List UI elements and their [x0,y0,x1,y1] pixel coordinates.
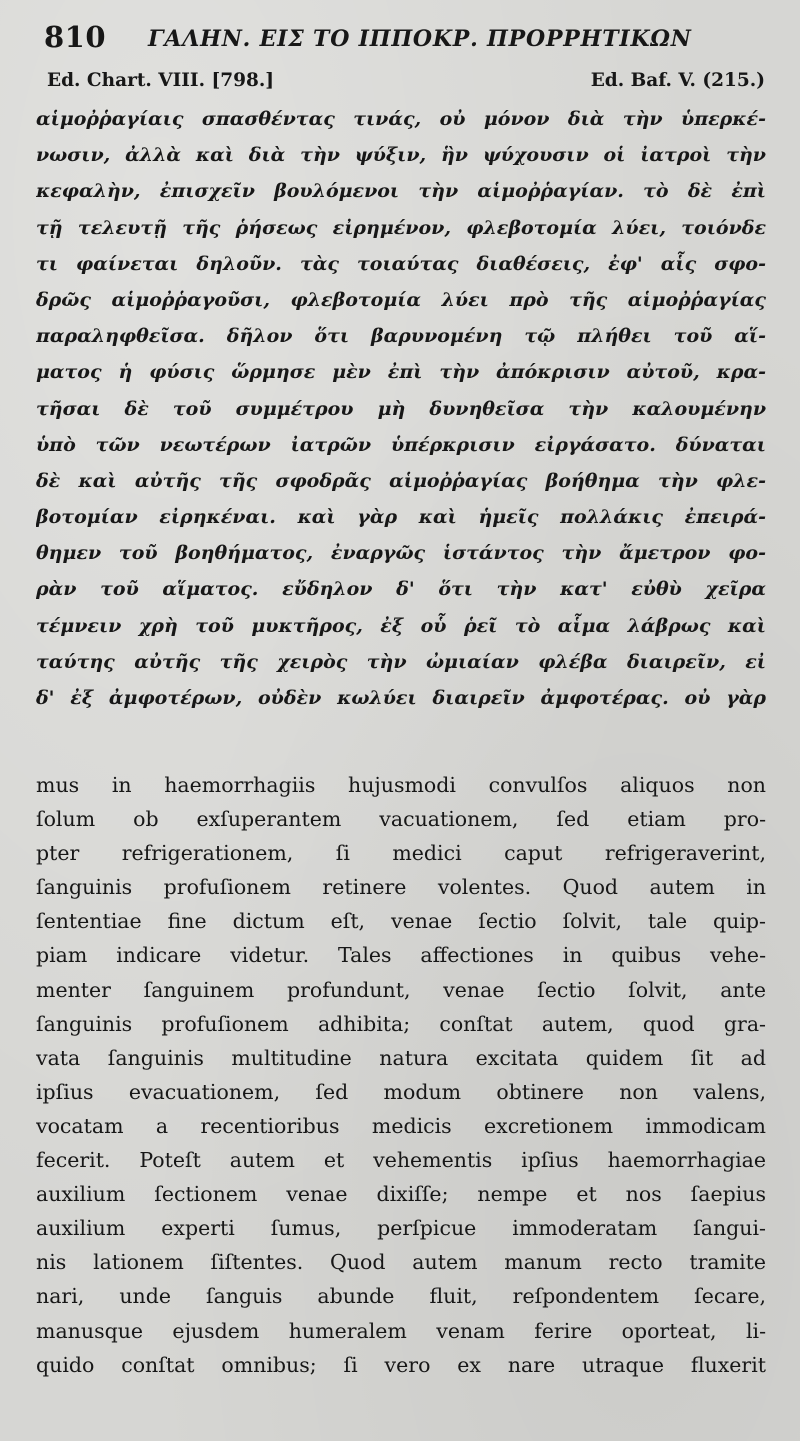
greek-text-line: τῇ τελευτῇ τῆς ῥήσεως εἰρημένον, φλεβοτομία λύει, τοιόνδε [36,216,766,239]
page-number: 810 [44,20,107,54]
latin-text-line: mus in haemorrhagiis hujusmodi convulſos aliquos non [36,773,766,797]
latin-text-line: auxilium ſectionem venae dixiſſe; nempe et nos ſaepius [36,1182,766,1207]
latin-text-line: nari, unde ſanguis abunde fluit, reſpondentem ſecare, [36,1284,766,1309]
latin-text-line: ſanguinis profuſionem retinere volentes. Quod autem in [36,875,766,900]
greek-text-line: δ' ἐξ ἀμφοτέρων, οὐδὲν κωλύει διαιρεῖν ἀμφοτέρας. οὐ γὰρ [36,687,766,709]
latin-text-line: piam indicare videtur. Tales affectiones in quibus vehe- [36,943,766,968]
greek-text-line: ματος ἡ φύσις ὥρμησε μὲν ἐπὶ τὴν ἀπόκρισιν αὐτοῦ, κρα- [36,361,766,384]
greek-text-line: τι φαίνεται δηλοῦν. τὰς τοιαύτας διαθέσεις, ἐφ' αἷς σφο- [36,252,766,275]
latin-text-line: menter ſanguinem profundunt, venae ſectio ſolvit, ante [36,977,766,1002]
greek-text-line: τέμνειν χρὴ τοῦ μυκτῆρος, ἐξ οὗ ῥεῖ τὸ αἷμα λάβρως καὶ [36,614,766,637]
latin-text-line: pter refrigerationem, ſi medici caput refrigeraverint, [36,841,766,866]
latin-text-line: vata ſanguinis multitudine natura excitata quidem ſit ad [36,1045,766,1070]
greek-text-line: δρῶς αἱμοῤῥαγοῦσι, φλεβοτομία λύει πρὸ τῆς αἱμοῤῥαγίας [36,288,766,311]
edition-reference-line [47,70,765,98]
greek-text-line: ταύτης αὐτῆς τῆς χειρὸς τὴν ὠμιαίαν φλέβα διαιρεῖν, εἰ [36,650,766,673]
edition-reference-left: Ed. Chart. VIII. [798.] [47,70,275,91]
greek-text-line: βοτομίαν εἰρηκέναι. καὶ γὰρ καὶ ἡμεῖς πολλάκις ἐπειρά- [36,506,766,529]
latin-text-line: fecerit. Poteſt autem et vehementis ipſius haemorrhagiae [36,1148,766,1173]
page-header [44,20,764,64]
running-title: ΓΑΛΗΝ. ΕΙΣ ΤΟ ΙΠΠΟΚΡ. ΠΡΟΡΡΗΤΙΚΩΝ [148,26,692,52]
latin-text-block [36,768,766,1382]
greek-text-line: νωσιν, ἀλλὰ καὶ διὰ τὴν ψύξιν, ἣν ψύχουσιν οἱ ἰατροὶ τὴν [36,144,766,167]
latin-text-line: ſolum ob exſuperantem vacuationem, ſed etiam pro- [36,807,766,832]
latin-text-line: auxilium experti ſumus, perſpicue immoderatam ſangui- [36,1216,766,1241]
greek-text-line: ὑπὸ τῶν νεωτέρων ἰατρῶν ὑπέρκρισιν εἰργάσατο. δύναται [36,433,766,456]
latin-text-line: ipſius evacuationem, ſed modum obtinere non valens, [36,1079,766,1104]
greek-text-line: κεφαλὴν, ἐπισχεῖν βουλόμενοι τὴν αἱμοῤῥαγίαν. τὸ δὲ ἐπὶ [36,180,766,203]
greek-text-line: τῆσαι δὲ τοῦ συμμέτρου μὴ δυνηθεῖσα τὴν καλουμένην [36,397,766,420]
latin-text-line: quido conſtat omnibus; ſi vero ex nare utraque fluxerit [36,1352,766,1377]
greek-text-line: θημεν τοῦ βοηθήματος, ἐναργῶς ἱστάντος τὴν ἄμετρον φο- [36,542,766,565]
latin-text-line: ſententiae fine dictum eſt, venae ſectio ſolvit, tale quip- [36,909,766,934]
greek-text-line: δὲ καὶ αὐτῆς τῆς σφοδρᾶς αἱμοῤῥαγίας βοήθημα τὴν φλε- [36,469,766,492]
latin-text-line: manusque ejusdem humeralem venam ferire oporteat, li- [36,1318,766,1343]
edition-reference-right: Ed. Baf. V. (215.) [590,70,765,91]
greek-text-line: αἱμοῤῥαγίαις σπασθέντας τινάς, οὐ μόνον διὰ τὴν ὑπερκέ- [36,108,766,130]
latin-text-line: ſanguinis profuſionem adhibita; conſtat autem, quod gra- [36,1011,766,1036]
latin-text-line: vocatam a recentioribus medicis excretionem immodicam [36,1113,766,1138]
greek-text-block [36,101,766,716]
greek-text-line: ρὰν τοῦ αἵματος. εὔδηλον δ' ὅτι τὴν κατ' εὐθὺ χεῖρα [36,578,766,601]
greek-text-line: παραληφθεῖσα. δῆλον ὅτι βαρυνομένη τῷ πλήθει τοῦ αἵ- [36,325,766,348]
latin-text-line: nis lationem ſiſtentes. Quod autem manum recto tramite [36,1250,766,1275]
